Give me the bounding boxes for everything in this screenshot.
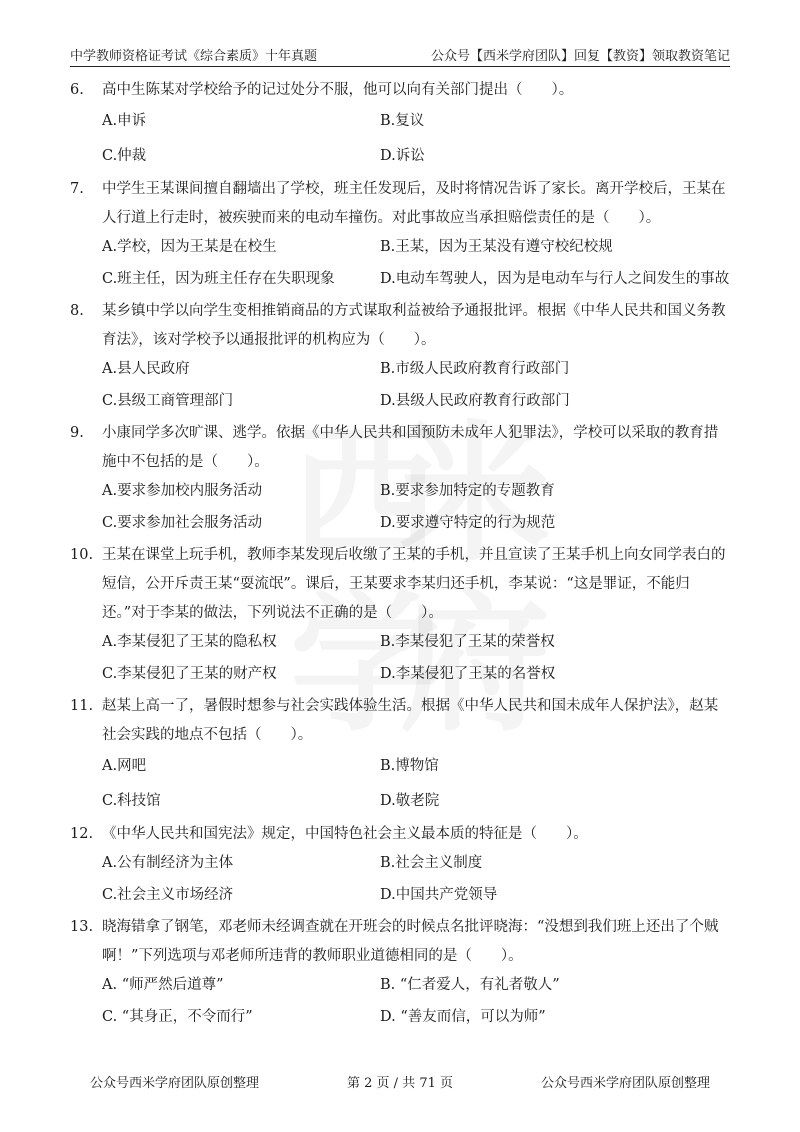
header-title: 中学教师资格证考试《综合素质》十年真题 — [70, 49, 318, 64]
option-b: B.要求参加特定的专题教育 — [380, 483, 555, 499]
header-divider — [70, 66, 730, 67]
question-9 — [70, 419, 730, 541]
option-b: B.王某，因为王某没有遵守校纪校规 — [380, 239, 613, 255]
option-a: A.李某侵犯了王某的隐私权 — [102, 634, 277, 650]
option-a: A.申诉 — [102, 113, 147, 129]
question-text: 王某在课堂上玩手机，教师李某发现后收缴了王某的手机，并且宣读了王某手机上向女同学表白的短信，公开斥责王某“耍流氓”。课后，王某要求李某归还手机，李某说：“这是罪证，不能归还。”对于李某的做法，下列说法不正确的是（ ）。 — [102, 547, 726, 621]
question-10 — [70, 541, 730, 692]
option-b: B.市级人民政府教育行政部门 — [380, 361, 570, 377]
question-8 — [70, 297, 730, 419]
question-7 — [70, 175, 730, 297]
question-text: 《中华人民共和国宪法》规定，中国特色社会主义最本质的特征是（ ）。 — [102, 826, 588, 842]
footer-right: 公众号西米学府团队原创整理 — [540, 1076, 710, 1091]
question-number: 8. — [70, 303, 84, 319]
option-d: D. “善友而信，可以为师” — [380, 1009, 546, 1025]
question-12 — [70, 820, 730, 913]
footer-left: 公众号西米学府团队原创整理 — [90, 1076, 260, 1091]
option-a: A.公有制经济为主体 — [102, 855, 234, 871]
option-a: A.学校，因为王某是在校生 — [102, 239, 277, 255]
option-c: C.社会主义市场经济 — [102, 887, 234, 903]
option-d: D.诉讼 — [380, 148, 425, 164]
question-text: 中学生王某课间擅自翻墙出了学校，班主任发现后，及时将情况告诉了家长。离开学校后，王某在人行道上行走时，被疾驶而来的电动车撞伤。对此事故应当承担赔偿责任的是（ ）。 — [102, 181, 726, 226]
option-a: A. “师严然后道尊” — [102, 977, 224, 993]
page-header — [70, 42, 730, 64]
question-text: 晓海错拿了钢笔，邓老师未经调查就在开班会的时候点名批评晓海：“没想到我们班上还出了个贼啊！”下列选项与邓老师所违背的教师职业道德相同的是（ ）。 — [102, 919, 719, 964]
question-number: 9. — [70, 425, 84, 441]
option-b: B.博物馆 — [380, 758, 439, 774]
option-c: C. “其身正，不令而行” — [102, 1009, 253, 1025]
question-text: 赵某上高一了，暑假时想参与社会实践体验生活。根据《中华人民共和国未成年人保护法》，赵某社会实践的地点不包括（ ）。 — [102, 698, 719, 743]
option-d: D.中国共产党领导 — [380, 887, 498, 903]
page-footer — [90, 1072, 710, 1091]
option-c: C.要求参加社会服务活动 — [102, 515, 263, 531]
question-number: 7. — [70, 181, 84, 197]
option-b: B.李某侵犯了王某的荣誉权 — [380, 634, 555, 650]
option-a: A.网吧 — [102, 758, 147, 774]
option-d: D.电动车驾驶人，因为是电动车与行人之间发生的事故 — [380, 271, 730, 287]
option-d: D.要求遵守特定的行为规范 — [380, 515, 556, 531]
question-6 — [70, 76, 730, 175]
question-number: 10. — [70, 547, 94, 563]
option-d: D.县级人民政府教育行政部门 — [380, 393, 570, 409]
question-number: 11. — [70, 698, 94, 714]
page-number: 第 2 页 / 共 71 页 — [347, 1076, 453, 1091]
option-c: C.县级工商管理部门 — [102, 393, 234, 409]
question-number: 13. — [70, 919, 94, 935]
question-number: 12. — [70, 826, 94, 842]
option-c: C.科技馆 — [102, 793, 161, 809]
option-c: C.仲裁 — [102, 148, 147, 164]
question-text: 某乡镇中学以向学生变相推销商品的方式谋取利益被给予通报批评。根据《中华人民共和国义务教育法》，该对学校予以通报批评的机构应为（ ）。 — [102, 303, 726, 348]
question-11 — [70, 692, 730, 820]
option-b: B.复议 — [380, 113, 425, 129]
option-b: B.社会主义制度 — [380, 855, 483, 871]
header-promo: 公众号【西米学府团队】回复【教资】领取教资笔记 — [430, 49, 730, 64]
question-13 — [70, 913, 730, 1035]
option-d: D.敬老院 — [380, 793, 440, 809]
option-b: B. “仁者爱人，有礼者敬人” — [380, 977, 560, 993]
question-text: 小康同学多次旷课、逃学。依据《中华人民共和国预防未成年人犯罪法》，学校可以采取的教育措施中不包括的是（ ）。 — [102, 425, 719, 470]
question-text: 高中生陈某对学校给予的记过处分不服，他可以向有关部门提出（ ）。 — [102, 82, 574, 98]
option-c: C.李某侵犯了王某的财产权 — [102, 666, 277, 682]
option-c: C.班主任，因为班主任存在失职现象 — [102, 271, 335, 287]
question-list — [70, 76, 730, 1035]
question-number: 6. — [70, 82, 84, 98]
option-d: D.李某侵犯了王某的名誉权 — [380, 666, 556, 682]
option-a: A.要求参加校内服务活动 — [102, 483, 263, 499]
option-a: A.县人民政府 — [102, 361, 190, 377]
